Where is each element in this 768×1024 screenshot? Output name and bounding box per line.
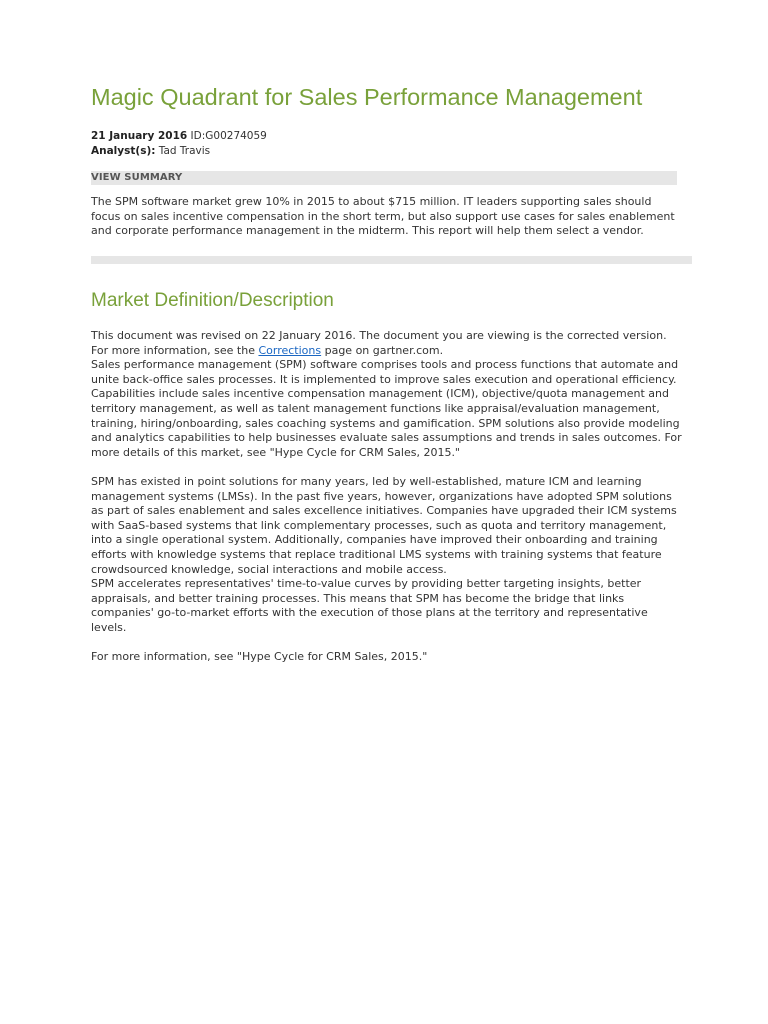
revision-note [91,329,683,358]
analyst-name: Tad Travis [158,144,211,157]
summary-text: The SPM software market grew 10% in 2015 to about $715 million. IT leaders supporting sales should focus on sales incentive compensation in the short term, but also support use cases for sales enablement and corporate performance management in the midterm. This report will help them select a vendor. [91,195,675,238]
paragraph: SPM has existed in point solutions for many years, led by well-established, mature ICM and learning management systems (LMSs). In the past five years, however, organizations have adopted SPM solutions as part of sales enablement and sales excellence initiatives. Companies have upgraded their ICM systems with SaaS-based systems that link complementary processes, such as quota and territory management, into a single operational system. Additionally, companies have improved their onboarding and training efforts with knowledge systems that replace traditional LMS systems with training systems that feature crowdsourced knowledge, social interactions and mobile access. [91,474,677,576]
date-line [91,129,267,144]
paragraph-gap [91,635,683,650]
analysts-label: Analyst(s): [91,144,156,157]
document-meta [91,129,267,158]
revision-note-end: page on gartner.com. [321,343,444,357]
paragraph: Sales performance management (SPM) software comprises tools and process functions that automate and unite back-office sales processes. It is implemented to improve sales execution and operational efficiency. Capabilities include sales incentive compensation management (ICM), objective/quota management and territory management, as well as talent management functions like appraisal/evaluation management, training, hiring/onboarding, sales coaching systems and gamification. SPM solutions also provide modeling and analytics capabilities to help businesses evaluate sales assumptions and trends in sales outcomes. For more details of this market, see "Hype Cycle for CRM Sales, 2015." [91,358,682,459]
analyst-line [91,144,267,159]
document-id: ID:G00274059 [190,130,267,142]
section-body [91,329,683,665]
summary-divider [91,256,692,264]
paragraph: SPM accelerates representatives' time-to-value curves by providing better targeting insights, better appraisals, and better training processes. This means that SPM has become the bridge that links companies' go-to-market efforts with the execution of those plans at the territory and representative levels. [91,577,648,634]
revision-note-start: This document was revised on 22 January 2016. The document you are viewing is the corrected version. For more information, see the [91,329,667,357]
document-title: Magic Quadrant for Sales Performance Management [91,84,643,110]
paragraph: For more information, see "Hype Cycle for CRM Sales, 2015." [91,650,428,664]
view-summary-toggle[interactable]: VIEW SUMMARY [91,172,183,183]
publication-date: 21 January 2016 [91,130,188,142]
corrections-link[interactable]: Corrections [258,343,322,357]
section-heading: Market Definition/Description [91,290,334,311]
paragraph-gap [91,460,683,475]
view-summary-bar[interactable] [91,171,677,185]
